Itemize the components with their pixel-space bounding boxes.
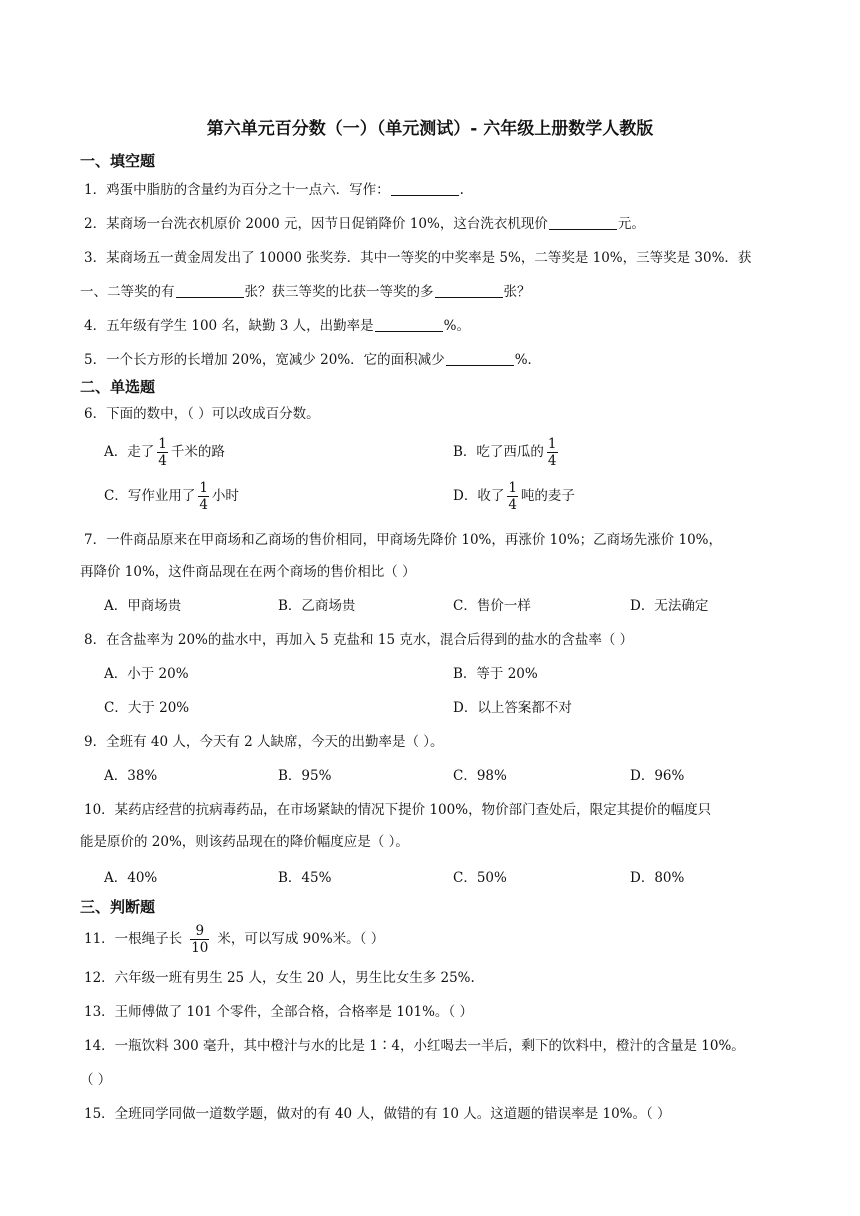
question-6: 6．下面的数中，（ ）可以改成百分数。 <box>84 406 320 422</box>
question-1: 1．鸡蛋中脂肪的含量约为百分之十一点六．写作： . <box>84 182 464 198</box>
question-10-line-2: 能是原价的 20%，则该药品现在的降价幅度应是（ ）。 <box>80 834 409 850</box>
option-9b[interactable]: B．95% <box>278 768 332 784</box>
fraction: $\frac{9}{10}$ <box>191 923 209 956</box>
option-9d[interactable]: D．96% <box>630 768 685 784</box>
option-7d[interactable]: D．无法确定 <box>630 598 709 614</box>
answer-blank[interactable] <box>391 181 459 196</box>
question-14-line-2: （ ） <box>80 1072 112 1088</box>
question-13: 13．王师傅做了 101 个零件，全部合格，合格率是 101%。（ ） <box>84 1004 473 1020</box>
section-fill-in: 一、填空题 <box>80 152 156 170</box>
question-8: 8．在含盐率为 20%的盐水中，再加入 5 克盐和 15 克水，混合后得到的盐水的含盐率（ ） <box>84 632 634 648</box>
answer-blank[interactable] <box>435 283 503 298</box>
option-6d[interactable]: D．收了 $\frac{1}{4}$ 吨的麦子 <box>453 480 575 513</box>
question-5: 5．一个长方形的长增加 20%，宽减少 20%．它的面积减少 %． <box>84 352 542 368</box>
question-7-line-2: 再降价 10%，这件商品现在在两个商场的售价相比（ ） <box>80 564 416 580</box>
fraction: $\frac{1}{4}$ <box>158 436 167 469</box>
question-3-line-1: 3．某商场五一黄金周发出了 10000 张奖券．其中一等奖的中奖率是 5%，二等奖是 10%，三等奖是 30%．获 <box>84 250 752 266</box>
page-title: 第六单元百分数（一）（单元测试）- 六年级上册数学人教版 <box>206 119 654 139</box>
option-6a[interactable]: A．走了 $\frac{1}{4}$ 千米的路 <box>104 436 225 469</box>
question-3-line-2: 一、二等奖的有 张？获三等奖的比获一等奖的多 张？ <box>80 284 531 300</box>
option-6b[interactable]: B．吃了西瓜的 $\frac{1}{4}$ <box>453 436 557 469</box>
question-4: 4．五年级有学生 100 名，缺勤 3 人，出勤率是 %。 <box>84 318 470 334</box>
option-7a[interactable]: A．甲商场贵 <box>104 598 182 614</box>
option-8a[interactable]: A．小于 20% <box>104 666 189 682</box>
fraction: $\frac{1}{4}$ <box>199 480 208 513</box>
option-7c[interactable]: C．售价一样 <box>453 598 531 614</box>
fraction: $\frac{1}{4}$ <box>508 480 517 513</box>
option-9a[interactable]: A．38% <box>104 768 158 784</box>
question-10-line-1: 10．某药店经营的抗病毒药品，在市场紧缺的情况下提价 100%，物价部门查处后，限定其提价的幅度只 <box>84 802 712 818</box>
option-10a[interactable]: A．40% <box>104 870 158 886</box>
question-12: 12．六年级一班有男生 25 人，女生 20 人，男生比女生多 25%. <box>84 970 475 986</box>
option-10b[interactable]: B．45% <box>278 870 332 886</box>
option-7b[interactable]: B．乙商场贵 <box>278 598 356 614</box>
question-9: 9．全班有 40 人，今天有 2 人缺席，今天的出勤率是（ ）。 <box>84 734 444 750</box>
question-15: 15．全班同学同做一道数学题，做对的有 40 人，做错的有 10 人。这道题的错误率是 10%。（ ） <box>84 1106 671 1122</box>
answer-blank[interactable] <box>446 351 514 366</box>
answer-blank[interactable] <box>549 215 617 230</box>
question-14-line-1: 14．一瓶饮料 300 毫升，其中橙汁与水的比是 1∶4，小红喝去一半后，剩下的饮料中，橙汁的含量是 10%。 <box>84 1038 745 1054</box>
question-11: 11．一根绳子长 $\frac{9}{10}$ 米，可以写成 90%米。（ ） <box>84 923 385 956</box>
section-true-false: 三、判断题 <box>80 898 156 916</box>
option-9c[interactable]: C．98% <box>453 768 507 784</box>
option-8b[interactable]: B．等于 20% <box>453 666 538 682</box>
question-2: 2．某商场一台洗衣机原价 2000 元，因节日促销降价 10%，这台洗衣机现价 元。 <box>84 216 645 232</box>
option-8d[interactable]: D．以上答案都不对 <box>453 700 572 716</box>
option-6c[interactable]: C．写作业用了 $\frac{1}{4}$ 小时 <box>104 480 239 513</box>
option-8c[interactable]: C．大于 20% <box>104 700 190 716</box>
option-10c[interactable]: C．50% <box>453 870 507 886</box>
option-10d[interactable]: D．80% <box>630 870 685 886</box>
section-single-choice: 二、单选题 <box>80 378 156 396</box>
question-7-line-1: 7．一件商品原来在甲商场和乙商场的售价相同，甲商场先降价 10%，再涨价 10%；乙商场先涨价 10%， <box>84 532 722 548</box>
fraction: $\frac{1}{4}$ <box>547 436 557 469</box>
answer-blank[interactable] <box>375 317 443 332</box>
answer-blank[interactable] <box>176 283 244 298</box>
